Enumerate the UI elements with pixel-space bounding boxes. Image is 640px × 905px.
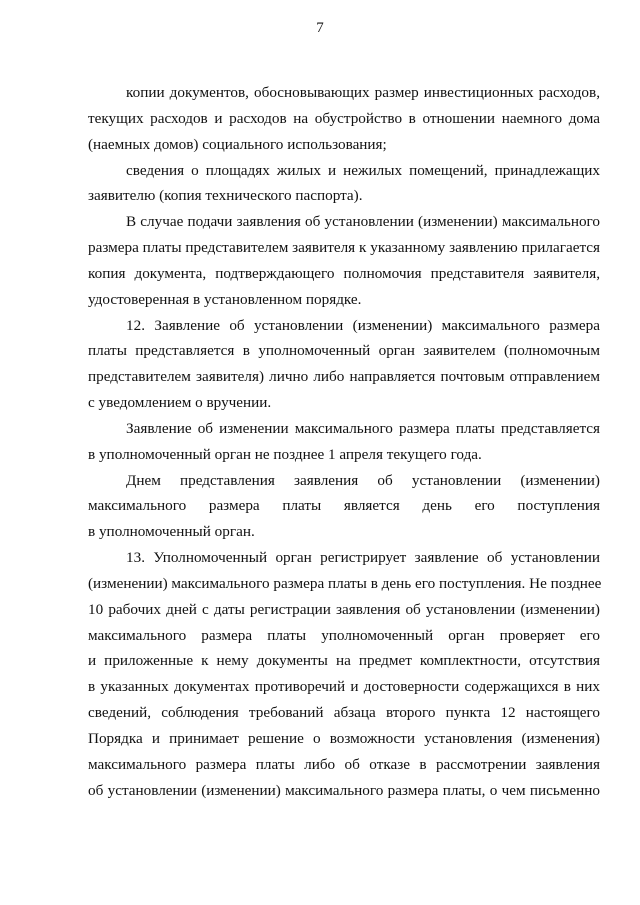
text-line: в указанных документах противоречий и достоверности содержащихся в них: [88, 678, 600, 695]
text-line: максимального размера платы является день его поступления: [88, 497, 600, 514]
text-line: Порядка и принимает решение о возможности установления (изменения): [88, 730, 600, 747]
text-line: удостоверенная в установленном порядке.: [88, 291, 362, 308]
text-line: максимального размера платы уполномоченный орган проверяет его: [88, 627, 600, 644]
text-line: копия документа, подтверждающего полномочия представителя заявителя,: [88, 265, 600, 282]
text-line: с уведомлением о вручении.: [88, 394, 272, 411]
text-line: копии документов, обосновывающих размер инвестиционных расходов,: [126, 84, 600, 101]
text-line: В случае подачи заявления об установлении (изменении) максимального: [126, 213, 600, 230]
text-line: (наемных домов) социального использования;: [88, 136, 387, 153]
text-line: размера платы представителем заявителя к указанному заявлению прилагается: [88, 239, 600, 256]
text-line: текущих расходов и расходов на обустройство в отношении наемного дома: [88, 110, 600, 127]
text-line: Заявление об изменении максимального размера платы представляется: [126, 420, 600, 437]
text-line: (изменении) максимального размера платы в день его поступления. Не позднее: [88, 575, 602, 592]
text-line: платы представляется в уполномоченный орган заявителем (полномочным: [88, 342, 600, 359]
text-line: и приложенные к нему документы на предмет комплектности, отсутствия: [88, 652, 600, 669]
text-line: максимального размера платы либо об отказе в рассмотрении заявления: [88, 756, 600, 773]
text-line: Днем представления заявления об установлении (изменении): [126, 472, 600, 489]
text-line: 10 рабочих дней с даты регистрации заявления об установлении (изменении): [88, 601, 600, 618]
text-line: в уполномоченный орган не позднее 1 апреля текущего года.: [88, 446, 482, 463]
text-line: об установлении (изменении) максимального размера платы, о чем письменно: [88, 782, 600, 799]
text-line: сведения о площадях жилых и нежилых помещений, принадлежащих: [126, 162, 600, 179]
text-line: в уполномоченный орган.: [88, 523, 255, 540]
text-line: заявителю (копия технического паспорта).: [88, 187, 363, 204]
text-line: сведений, соблюдения требований абзаца второго пункта 12 настоящего: [88, 704, 600, 721]
text-line: 13. Уполномоченный орган регистрирует заявление об установлении: [126, 549, 600, 566]
page-number: 7: [316, 20, 324, 36]
text-line: 12. Заявление об установлении (изменении) максимального размера: [126, 317, 600, 334]
text-line: представителем заявителя) лично либо направляется почтовым отправлением: [88, 368, 600, 385]
